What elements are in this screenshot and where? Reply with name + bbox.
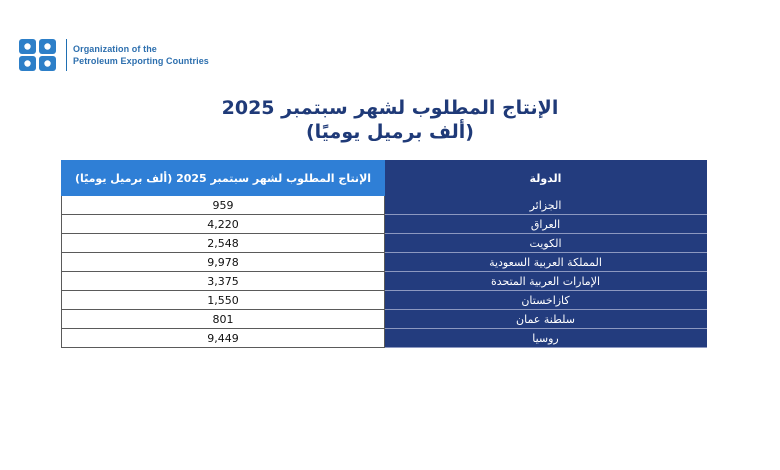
- table-row: [62, 329, 707, 348]
- logo-text-line-1: Organization of the: [73, 44, 157, 54]
- page-title: [0, 96, 780, 144]
- logo-text: [73, 43, 209, 67]
- table-row: [62, 234, 707, 253]
- table-row: [62, 196, 707, 215]
- country-name: الجزائر: [385, 196, 707, 215]
- table-row: [62, 272, 707, 291]
- opec-logo: [18, 38, 209, 72]
- header-production: الإنتاج المطلوب لشهر سبتمبر 2025 (ألف برميل يوميًا): [62, 161, 385, 196]
- production-value: 3,375: [62, 272, 385, 291]
- country-name: سلطنة عمان: [385, 310, 707, 329]
- production-value: 9,449: [62, 329, 385, 348]
- title-line-2: (ألف برميل يوميًا): [305, 121, 474, 143]
- logo-divider: [66, 39, 67, 71]
- production-value: 2,548: [62, 234, 385, 253]
- table-header-row: [62, 161, 707, 196]
- country-name: المملكة العربية السعودية: [385, 253, 707, 272]
- country-name: روسيا: [385, 329, 707, 348]
- production-table: [61, 160, 707, 348]
- table-row: [62, 291, 707, 310]
- production-value: 1,550: [62, 291, 385, 310]
- production-value: 801: [62, 310, 385, 329]
- country-name: كازاخستان: [385, 291, 707, 310]
- country-name: الكويت: [385, 234, 707, 253]
- production-table-container: [61, 160, 707, 348]
- production-value: 4,220: [62, 215, 385, 234]
- country-name: الإمارات العربية المتحدة: [385, 272, 707, 291]
- production-value: 959: [62, 196, 385, 215]
- header-country: الدولة: [385, 161, 707, 196]
- opec-emblem-icon: [18, 38, 58, 72]
- country-name: العراق: [385, 215, 707, 234]
- title-line-1: الإنتاج المطلوب لشهر سبتمبر 2025: [221, 97, 559, 119]
- table-row: [62, 310, 707, 329]
- table-row: [62, 215, 707, 234]
- production-value: 9,978: [62, 253, 385, 272]
- logo-text-line-2: Petroleum Exporting Countries: [73, 56, 209, 66]
- table-row: [62, 253, 707, 272]
